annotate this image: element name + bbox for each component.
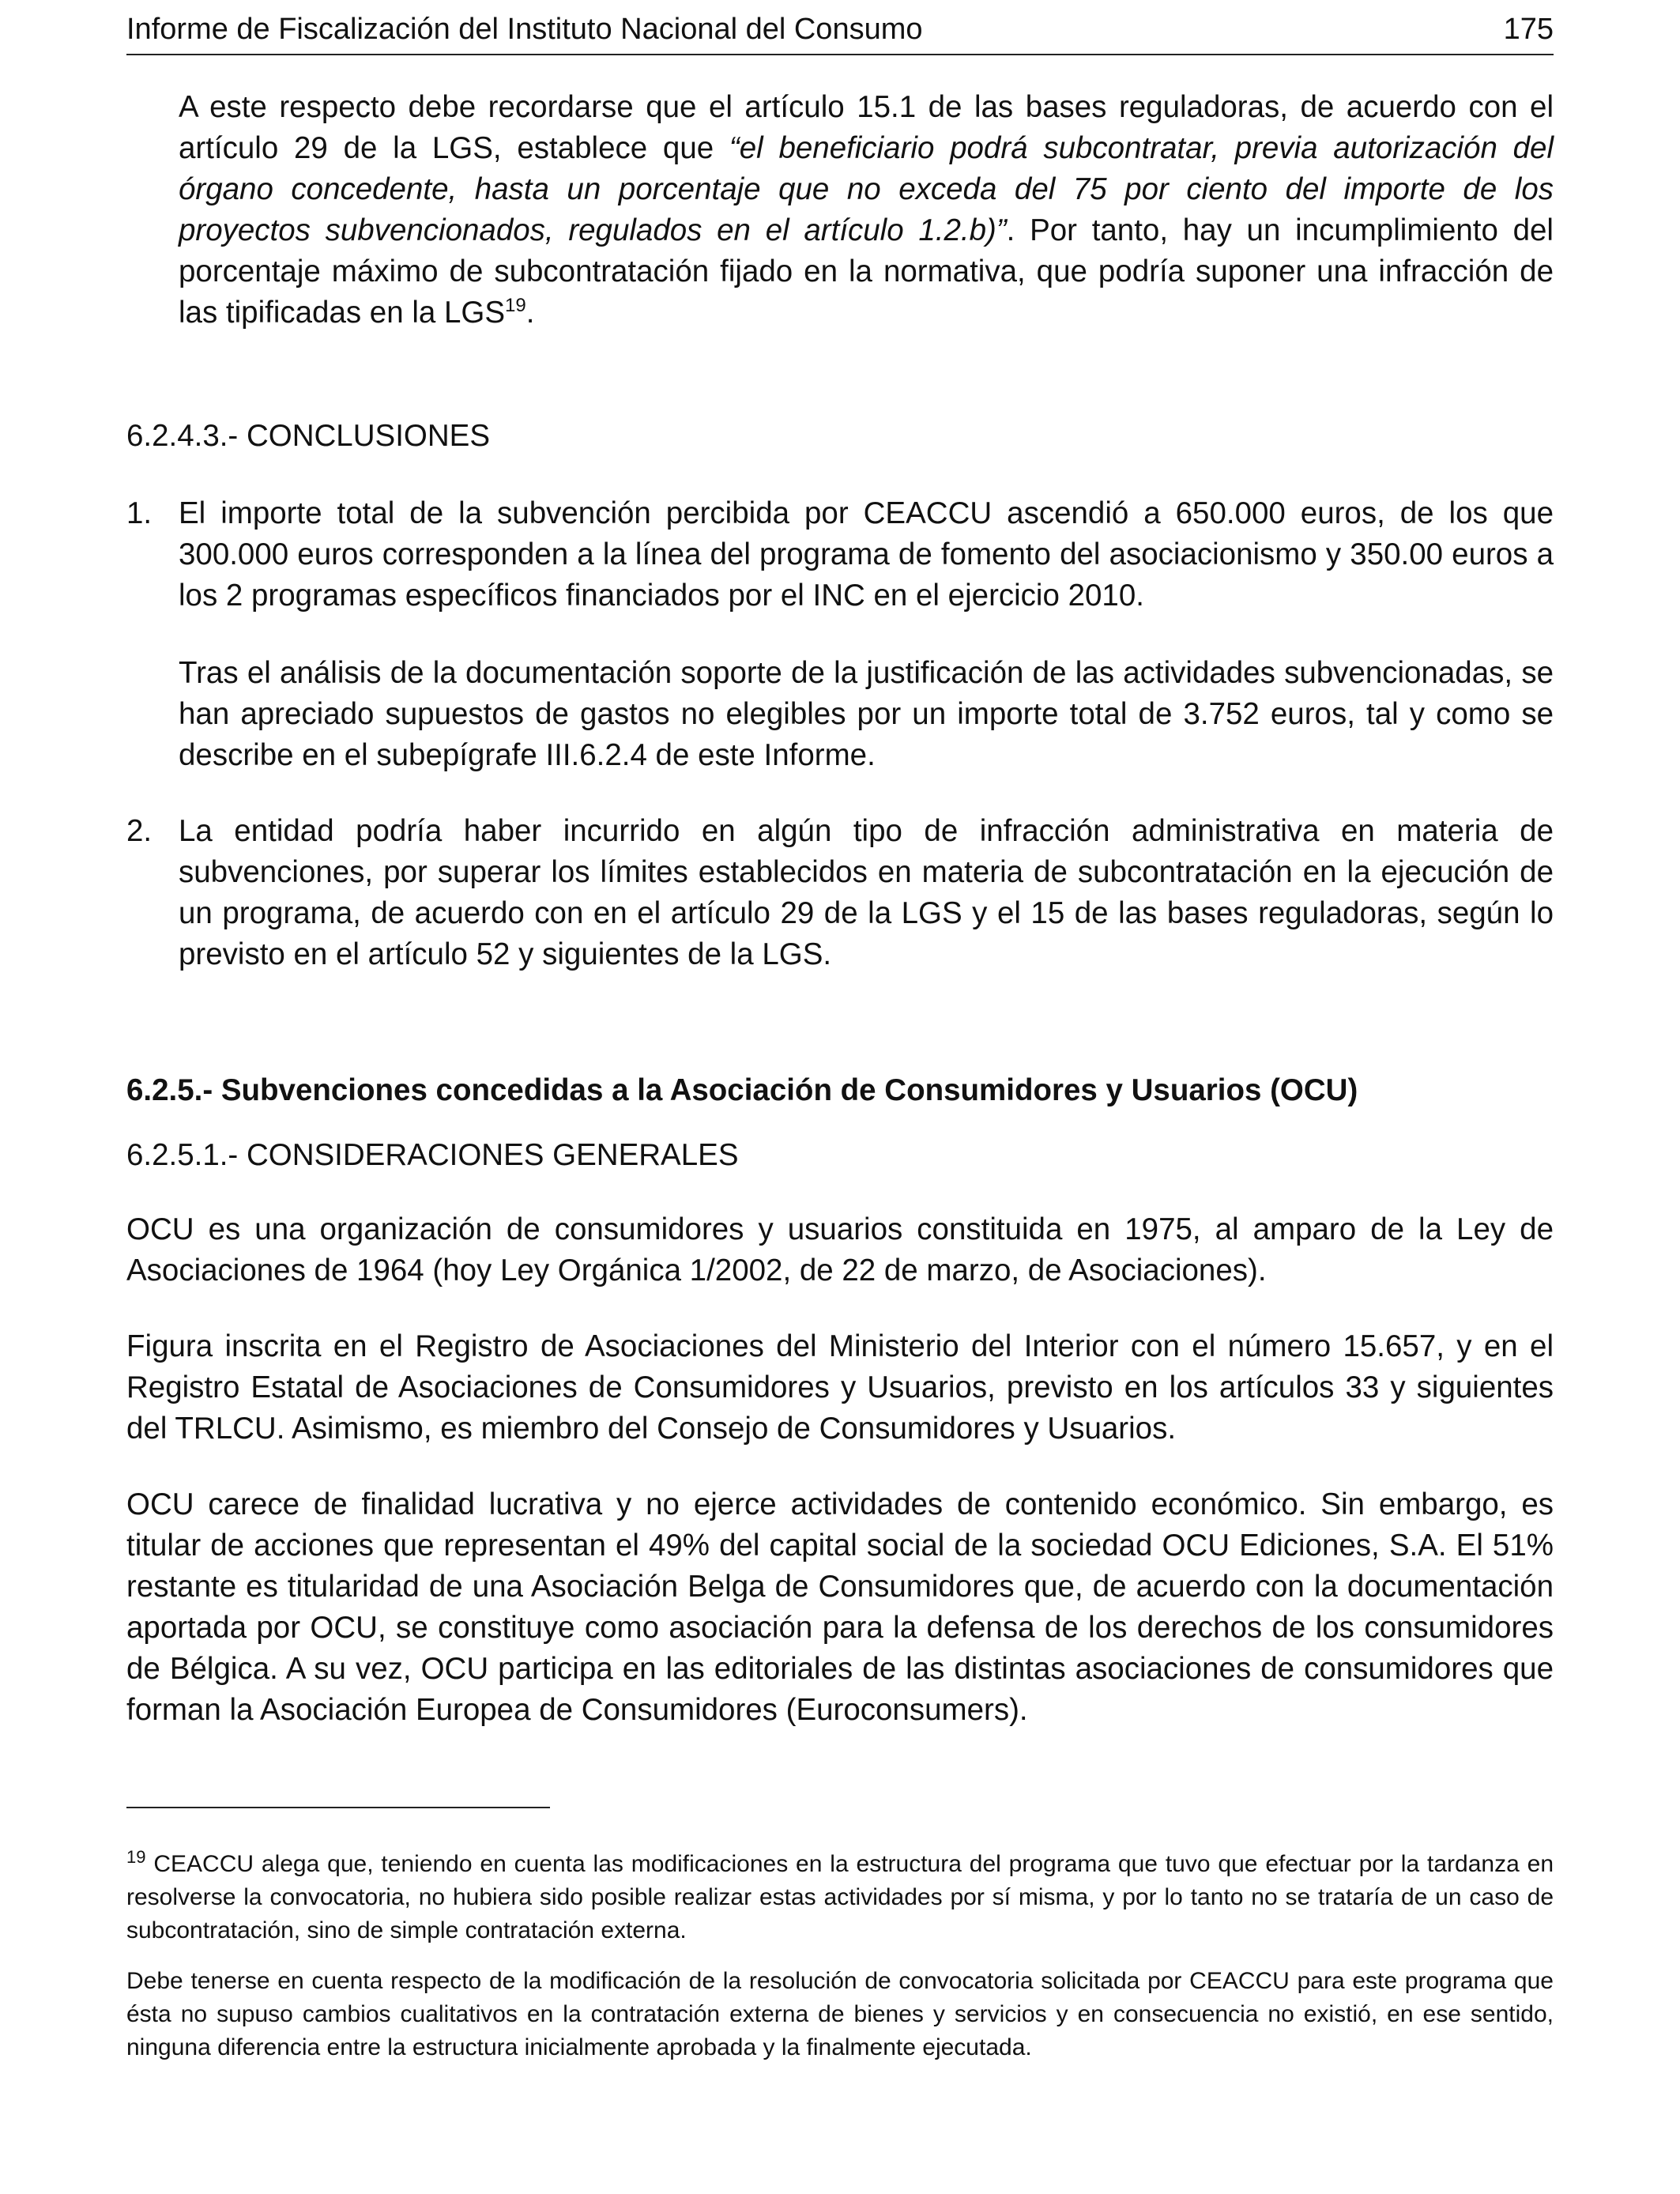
conclusion-number: 2.	[126, 814, 153, 848]
intro-end: .	[525, 296, 535, 330]
conclusion-item-2	[126, 811, 1554, 975]
conclusions-heading: 6.2.4.3.- CONCLUSIONES	[126, 419, 491, 453]
intro-quote: “el beneficiario podrá subcontratar, previa autorización del órgano concedente, hasta un porcentaje que no exceda del 75 por ciento del importe de los proyectos subvencionados, regulados en el artículo 1.2.b)”	[179, 131, 1554, 247]
page-content	[126, 87, 1554, 2064]
footnote-19-continuation: Debe tenerse en cuenta respecto de la modificación de la resolución de convocatoria solicitada por CEACCU para este programa que ésta no supuso cambios cualitativos en la contratación externa de bienes y servicios y en consecuencia no existió, en ese sentido, ninguna diferencia entre la estructura inicialmente aprobada y la finalmente ejecutada.	[126, 1968, 1554, 2060]
intro-tail: . Por tanto, hay un incumplimiento del porcentaje máximo de subcontratación fijado en la normativa, que podría suponer una infracción de las tipificadas en la LGS	[179, 213, 1554, 330]
document-title: Informe de Fiscalización del Instituto Nacional del Consumo	[126, 13, 923, 46]
ocu-paragraph-3: OCU carece de finalidad lucrativa y no ejerce actividades de contenido económico. Sin embargo, es titular de acciones que representan el 49% del capital social de la sociedad OCU Ediciones, S.A. El 51% restante es titularidad de una Asociación Belga de Consumidores que, de acuerdo con la documentación aportada por OCU, se constituye como asociación para la defensa de los derechos de los consumidores de Bélgica. A su vez, OCU participa en las editoriales de las distintas asociaciones de consumidores que forman la Asociación Europea de Consumidores (Euroconsumers).	[126, 1487, 1554, 1727]
footnote-divider	[126, 1807, 550, 1808]
footnote-text: CEACCU alega que, teniendo en cuenta las modificaciones en la estructura del programa que tuvo que efectuar por la tardanza en resolverse la convocatoria, no hubiera sido posible realizar estas actividades por sí misma, y por lo tanto no se trataría de un caso de subcontratación, sino de simple contratación externa.	[126, 1851, 1554, 1943]
footnote-19	[126, 1848, 1554, 1947]
conclusion-item-1	[126, 493, 1554, 776]
page-number: 175	[1503, 13, 1554, 46]
footnote-number: 19	[126, 1847, 146, 1867]
ocu-paragraph-2: Figura inscrita en el Registro de Asociaciones del Ministerio del Interior con el número 15.657, y en el Registro Estatal de Asociaciones de Consumidores y Usuarios, previsto en los artículos 33 y siguientes del TRLCU. Asimismo, es miembro del Consejo de Consumidores y Usuarios.	[126, 1329, 1554, 1446]
ocu-paragraph-1: OCU es una organización de consumidores y usuarios constituida en 1975, al amparo de la Ley de Asociaciones de 1964 (hoy Ley Orgánica 1/2002, de 22 de marzo, de Asociaciones).	[126, 1212, 1554, 1287]
intro-paragraph	[179, 87, 1554, 334]
conclusion-text: El importe total de la subvención percibida por CEACCU ascendió a 650.000 euros, de los que 300.000 euros corresponden a la línea del programa de fomento del asociacionismo y 350.00 euros a los 2 programas específicos financiados por el INC en el ejercicio 2010.	[179, 496, 1554, 613]
intro-lead: A este respecto debe recordarse que el artículo 15.1 de las bases reguladoras, de acuerdo con el artículo 29 de la LGS, establece que	[179, 90, 1554, 165]
page-header	[126, 9, 1554, 55]
conclusion-continuation: Tras el análisis de la documentación soporte de la justificación de las actividades subvencionadas, se han apreciado supuestos de gastos no elegibles por un importe total de 3.752 euros, tal y como se describe en el subepígrafe III.6.2.4 de este Informe.	[179, 656, 1554, 772]
section-ocu-subheading: 6.2.5.1.- CONSIDERACIONES GENERALES	[126, 1138, 739, 1172]
section-ocu-title: 6.2.5.- Subvenciones concedidas a la Asociación de Consumidores y Usuarios (OCU)	[126, 1073, 1358, 1107]
footnote-reference[interactable]: 19	[505, 295, 526, 317]
conclusion-text: La entidad podría haber incurrido en algún tipo de infracción administrativa en materia de subvenciones, por superar los límites establecidos en materia de subcontratación en la ejecución de un programa, de acuerdo con en el artículo 29 de la LGS y el 15 de las bases reguladoras, según lo previsto en el artículo 52 y siguientes de la LGS.	[179, 814, 1554, 971]
conclusion-number: 1.	[126, 496, 153, 530]
